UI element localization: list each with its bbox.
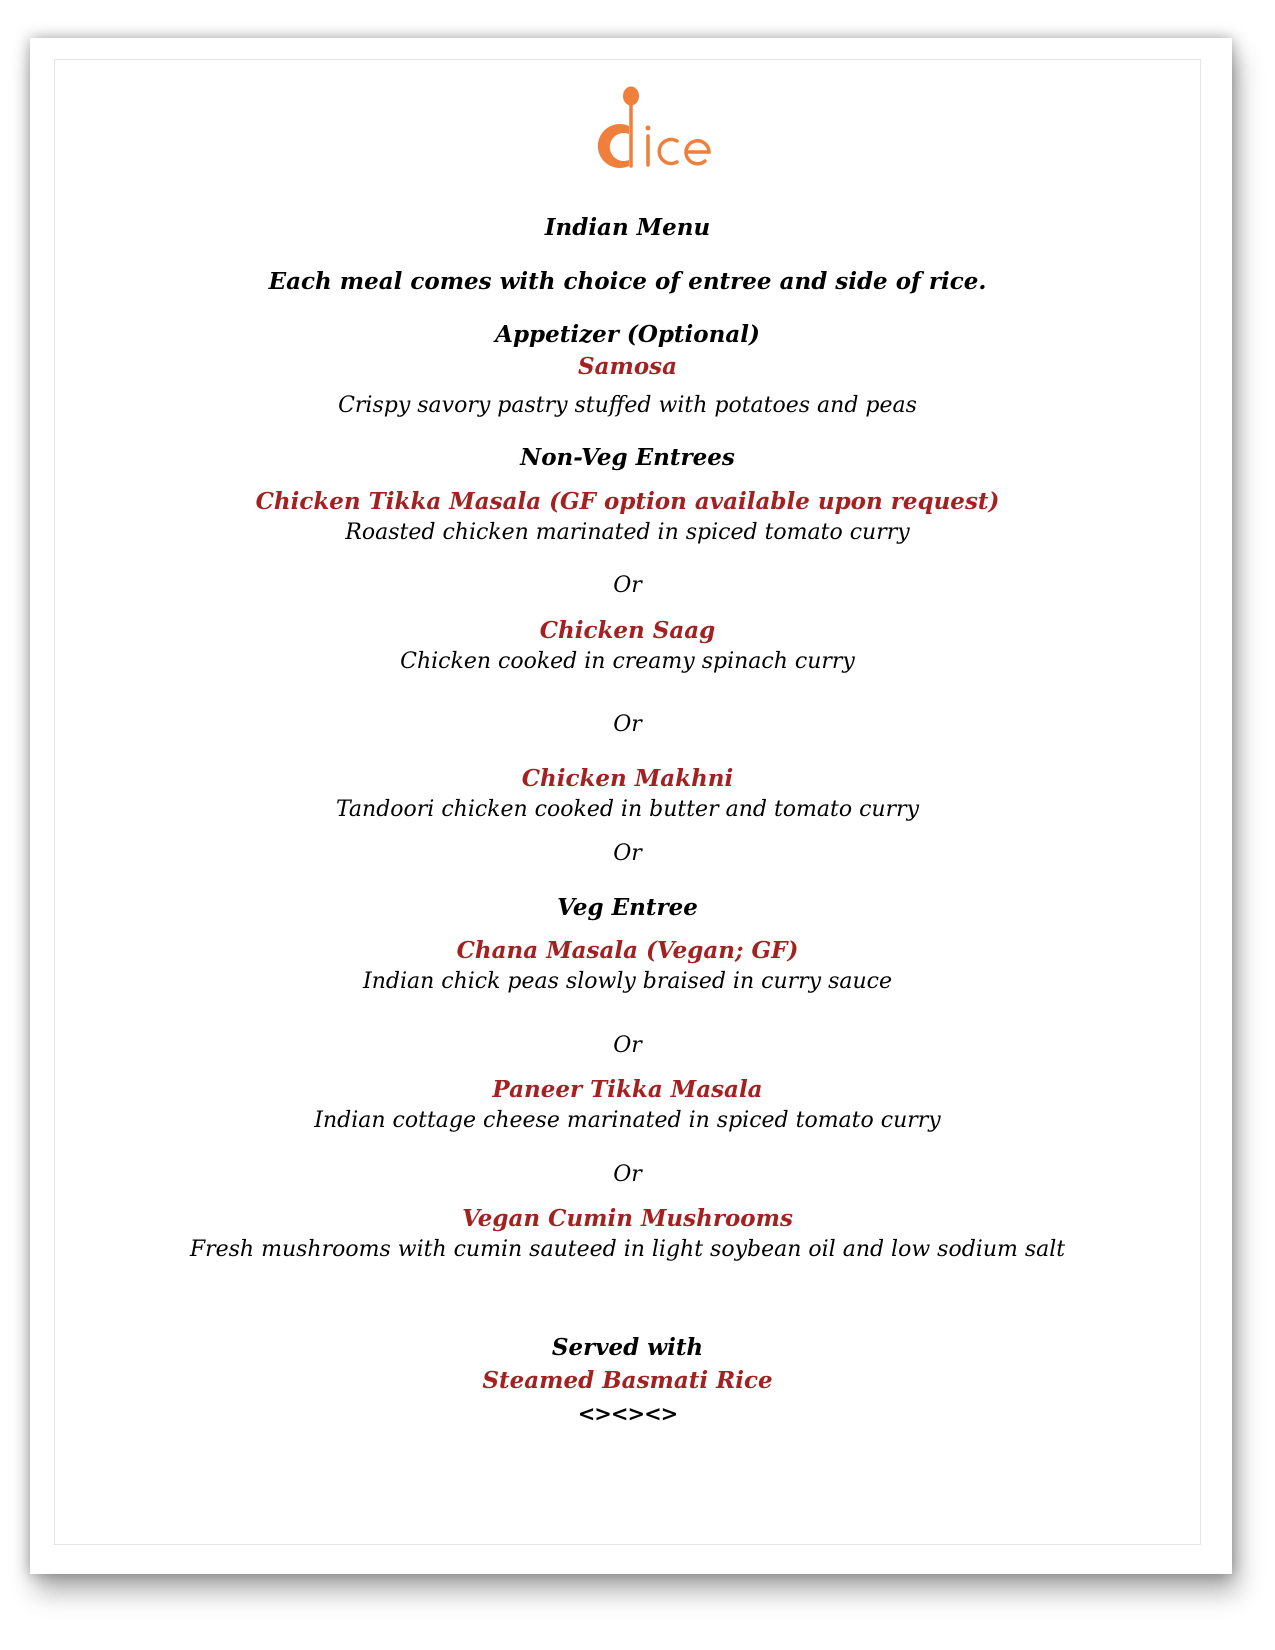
dish-description: Indian cottage cheese marinated in spiced tomato curry [314,1108,941,1133]
dish-name: Chicken Tikka Masala (GF option available upon request) [255,488,1000,515]
non-veg-heading: Non-Veg Entrees [520,444,735,471]
dish-description: Roasted chicken marinated in spiced tomato curry [345,520,910,545]
dish-name: Chicken Saag [539,617,716,644]
dish-description: Indian chick peas slowly braised in curry sauce [363,969,892,994]
or-separator: Or [613,1033,642,1058]
appetizer-description: Crispy savory pastry stuffed with potatoes and peas [338,393,917,418]
end-ornament: <><><> [577,1401,678,1426]
menu-subtitle: Each meal comes with choice of entree and side of rice. [268,268,987,295]
appetizer-name: Samosa [577,353,678,380]
appetizer-heading: Appetizer (Optional) [495,321,760,348]
or-separator: Or [613,841,642,866]
dish-name: Paneer Tikka Masala [492,1076,763,1103]
or-separator: Or [613,712,642,737]
dish-description: Chicken cooked in creamy spinach curry [400,649,855,674]
dish-description: Fresh mushrooms with cumin sauteed in light soybean oil and low sodium salt [189,1237,1066,1262]
served-with-heading: Served with [551,1334,704,1361]
or-separator: Or [613,573,642,598]
dice-logo [585,86,715,182]
dish-description: Tandoori chicken cooked in butter and tomato curry [335,797,920,822]
menu-title: Indian Menu [544,214,711,241]
dish-name: Chana Masala (Vegan; GF) [456,937,799,964]
or-separator: Or [613,1162,642,1187]
dish-name: Chicken Makhni [521,765,734,792]
dish-name: Vegan Cumin Mushrooms [462,1205,793,1232]
veg-heading: Veg Entree [557,894,698,921]
served-with-item: Steamed Basmati Rice [482,1367,773,1394]
